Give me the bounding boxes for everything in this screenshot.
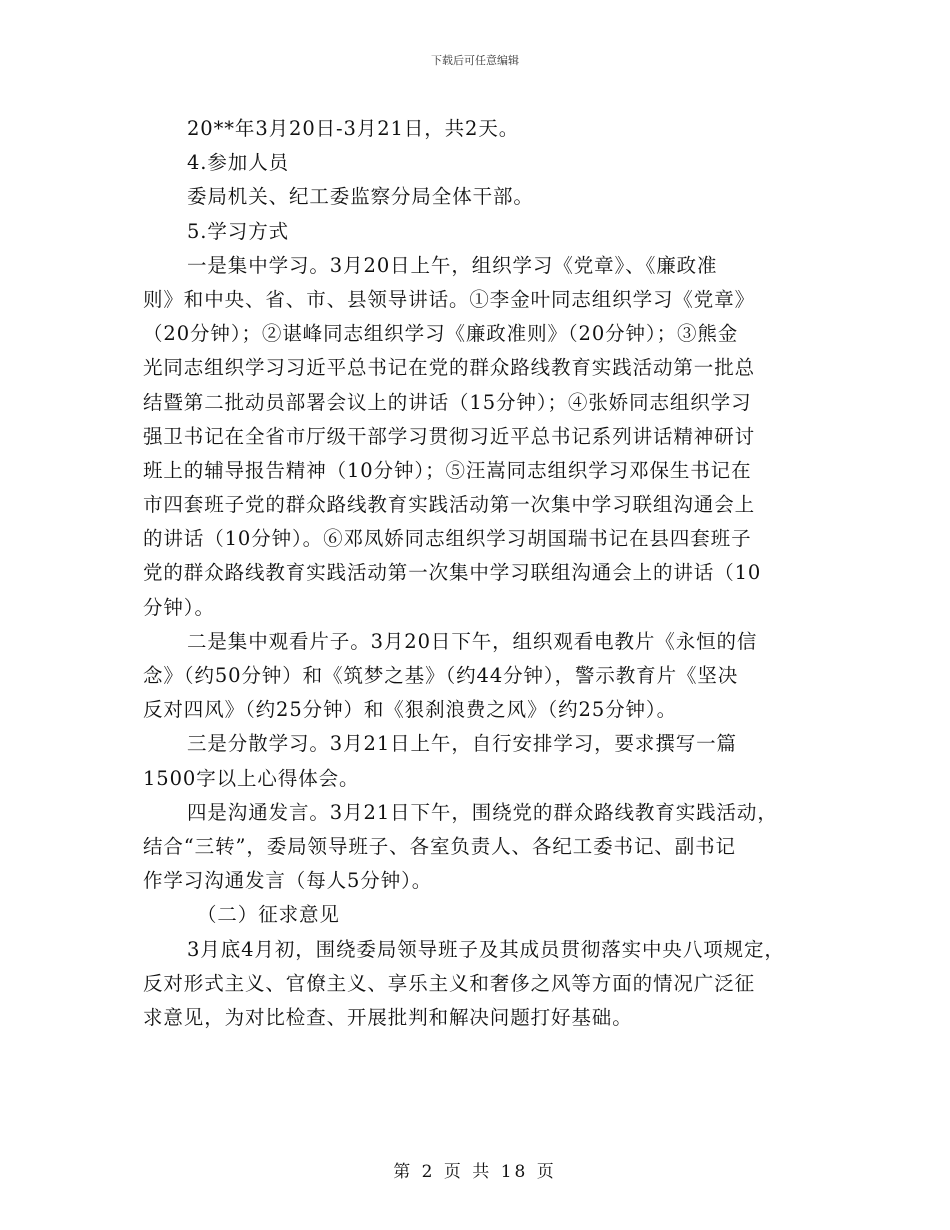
- text-line: 委局机关、纪工委监察分局全体干部。: [187, 185, 534, 209]
- text-line: 1500字以上心得体会。: [143, 766, 360, 790]
- text-line: 作学习沟通发言（每人5分钟）。: [143, 869, 433, 893]
- text-line: 一是集中学习。3月20日上午，组织学习《党章》、《廉政准: [187, 253, 718, 277]
- text-line: 党的群众路线教育实践活动第一次集中学习联组沟通会上的讲话（10: [143, 561, 762, 585]
- text-line: 20**年3月20日-3月21日，共2天。: [187, 117, 520, 140]
- text-line: 4.参加人员: [187, 151, 290, 175]
- text-line: 反对形式主义、官僚主义、享乐主义和奢侈之风等方面的情况广泛征: [143, 971, 756, 995]
- text-line: 四是沟通发言。3月21日下午，围绕党的群众路线教育实践活动，: [187, 800, 778, 824]
- page-number: 第 2 页 共 18 页: [393, 1162, 557, 1182]
- text-line: 光同志组织学习习近平总书记在党的群众路线教育实践活动第一批总: [143, 356, 756, 380]
- text-line: 结合“三转”，委局领导班子、各室负责人、各纪工委书记、副书记: [143, 834, 736, 858]
- document-body: [143, 112, 823, 1035]
- text-line: 分钟）。: [143, 595, 215, 619]
- text-line: 念》（约50分钟）和《筑梦之基》（约44分钟），警示教育片《坚决: [143, 664, 739, 687]
- text-line: 反对四风》（约25分钟）和《狠刹浪费之风》（约25分钟）。: [143, 698, 677, 722]
- text-line: 5.学习方式: [187, 219, 290, 243]
- text-line: 的讲话（10分钟）。⑥邓凤娇同志组织学习胡国瑞书记在县四套班子: [143, 527, 752, 551]
- section-heading: （二）征求意见: [197, 903, 340, 927]
- text-line: 市四套班子党的群众路线教育实践活动第一次集中学习联组沟通会上: [143, 493, 756, 517]
- text-line: 3月底4月初，围绕委局领导班子及其成员贯彻落实中央八项规定，: [187, 937, 785, 961]
- text-line: 二是集中观看片子。3月20日下午，组织观看电教片《永恒的信: [187, 629, 758, 653]
- page-header-note: 下载后可任意编辑: [431, 54, 519, 67]
- text-line: 三是分散学习。3月21日上午，自行安排学习，要求撰写一篇: [187, 732, 737, 756]
- text-line: 求意见，为对比检查、开展批判和解决问题打好基础。: [143, 1005, 633, 1029]
- text-line: 则》和中央、省、市、县领导讲话。①李金叶同志组织学习《党章》: [143, 287, 756, 311]
- text-line: 班上的辅导报告精神（10分钟）；⑤汪嵩同志组织学习邓保生书记在: [143, 458, 752, 482]
- text-line: 结暨第二批动员部署会议上的讲话（15分钟）；④张娇同志组织学习: [143, 390, 752, 414]
- text-line: 强卫书记在全省市厅级干部学习贯彻习近平总书记系列讲话精神研讨: [143, 424, 756, 448]
- text-line: （20分钟）；②谌峰同志组织学习《廉政准则》（20分钟）；③熊金: [143, 322, 739, 346]
